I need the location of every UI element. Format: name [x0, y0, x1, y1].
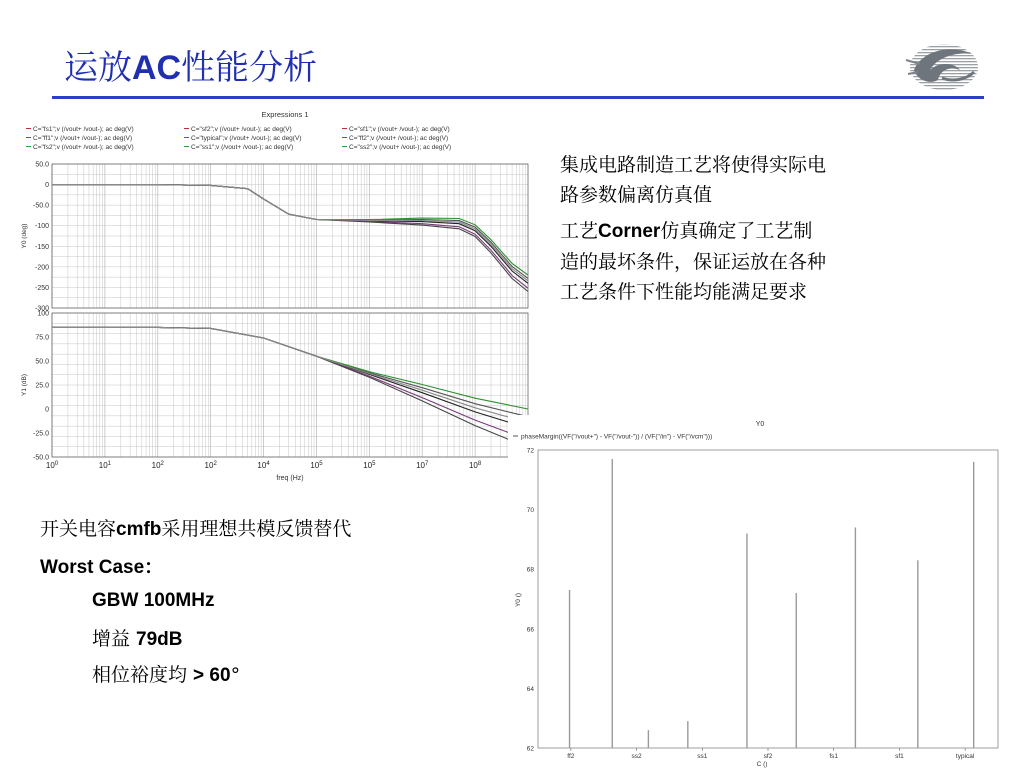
x-tick-label: sf2 — [763, 753, 773, 760]
x-tick-label: $10^4$ — [257, 461, 270, 470]
x-tick-label: sf1 — [895, 753, 904, 760]
corner-sim-text — [560, 216, 940, 307]
corner-trace — [52, 185, 528, 289]
legend-entry: C="ff1";v (/vout+ /vout-); ac deg(V) — [33, 135, 133, 142]
gain-value — [92, 624, 183, 655]
x-tick-label: $10^7$ — [416, 461, 429, 470]
y-tick-label: -250 — [34, 284, 49, 292]
y-tick-label: -50.0 — [33, 454, 49, 462]
x-axis-label: freq (Hz) — [276, 475, 304, 482]
x-tick-label: ss1 — [697, 753, 708, 760]
text-fragment: 仿真确定了工艺制 — [660, 220, 813, 242]
x-tick-label: $10^5$ — [363, 461, 376, 470]
y-tick-label: 75.0 — [35, 334, 49, 342]
corner-trace — [52, 327, 528, 409]
chart-background — [508, 415, 1008, 768]
y-tick-label: 62 — [526, 745, 534, 753]
y-axis-label: Y0 () — [515, 592, 522, 608]
y-tick-label: 68 — [526, 566, 534, 574]
corner-trace — [52, 185, 528, 279]
corner-trace — [52, 327, 528, 439]
y-tick-label: 50.0 — [35, 161, 49, 169]
y-tick-label: 72 — [526, 447, 534, 455]
x-tick-label: typical — [955, 753, 975, 760]
phase-plot-panel — [21, 162, 528, 313]
chart-title: Expressions 1 — [261, 110, 309, 119]
y-axis-label: Y1 (dB) — [21, 373, 28, 397]
text-line: 工艺条件下性能均能满足要求 — [560, 281, 808, 303]
text-fragment: 开关电容 — [40, 518, 117, 540]
text-fragment: 相位裕度均 — [92, 664, 194, 686]
corner-trace — [52, 327, 528, 428]
text-line: 集成电路制造工艺将使得实际电 — [560, 154, 827, 176]
title-suffix: 性能分析 — [181, 48, 318, 88]
legend-entry: C="ss1";v (/vout+ /vout-); ac deg(V) — [191, 144, 294, 151]
gbw-value: GBW 100MHz — [92, 590, 215, 611]
x-tick-label: $10^5$ — [310, 461, 323, 470]
y-axis-label: Y0 (deg) — [21, 223, 28, 249]
legend-entry: C="fs1";v (/vout+ /vout-); ac deg(V) — [33, 126, 134, 133]
text-line — [560, 216, 940, 247]
text-fragment: 工艺 — [560, 220, 599, 242]
y-tick-label: 25.0 — [35, 382, 49, 390]
legend-entry: phaseMargin((VF("/vout+") - VF("/vout-")) / (VF("/in") - VF("/vcm"))) — [521, 433, 713, 441]
corner-trace — [52, 185, 528, 292]
legend-entry: C="sf1";v (/vout+ /vout-); ac deg(V) — [349, 126, 450, 133]
text-fragment-bold: cmfb — [116, 519, 162, 540]
process-variation-text — [560, 150, 940, 210]
x-tick-label: ss2 — [631, 753, 642, 760]
y-tick-label: 64 — [526, 685, 534, 693]
y-tick-label: -200 — [34, 264, 49, 272]
legend-entry: C="typical";v (/vout+ /vout-); ac deg(V) — [191, 135, 302, 142]
x-tick-label: $10^2$ — [151, 461, 164, 470]
y-tick-label: -25.0 — [33, 430, 49, 438]
y-tick-label: 0 — [45, 182, 49, 190]
phase-margin-chart — [508, 415, 1008, 768]
legend-entry: C="ff2";v (/vout+ /vout-); ac deg(V) — [349, 135, 449, 142]
ac-analysis-chart — [20, 108, 530, 490]
title-prefix: 运放 — [64, 48, 132, 88]
text-fragment: 增益 — [92, 628, 137, 650]
y-tick-label: 50.0 — [35, 358, 49, 366]
corner-trace — [52, 185, 528, 281]
text-fragment: 采用理想共模反馈替代 — [161, 518, 352, 540]
corner-trace — [52, 327, 528, 447]
title-bold: AC — [132, 49, 182, 87]
y-tick-label: -50.0 — [33, 202, 49, 210]
x-tick-label: fs1 — [829, 753, 839, 760]
y-tick-label: -300 — [34, 305, 49, 313]
freq-axis — [46, 461, 482, 482]
text-fragment-bold: > 60 — [193, 665, 231, 686]
cmfb-text — [40, 514, 351, 545]
legend-entry: C="ss2";v (/vout+ /vout-); ac deg(V) — [349, 144, 452, 151]
text-fragment: ° — [230, 664, 241, 686]
corner-trace — [52, 185, 528, 284]
x-axis-label: C () — [756, 761, 768, 768]
y-tick-label: 70 — [526, 507, 534, 515]
text-line: 路参数偏离仿真值 — [560, 184, 713, 206]
y-tick-label: 0 — [45, 406, 49, 414]
ac-legend — [26, 110, 451, 151]
university-logo-icon — [902, 40, 980, 92]
y-tick-label: -150 — [34, 243, 49, 251]
x-tick-label: $10^1$ — [98, 461, 112, 470]
corner-trace — [52, 327, 528, 416]
x-tick-label: $10^2$ — [204, 461, 217, 470]
title-divider — [52, 96, 984, 99]
y-tick-label: -100 — [34, 223, 49, 231]
legend-entry: C="fs2";v (/vout+ /vout-); ac deg(V) — [33, 144, 134, 151]
chart-title: Y0 — [755, 421, 765, 428]
page-title — [64, 40, 317, 89]
legend-entry: C="sf2";v (/vout+ /vout-); ac deg(V) — [191, 126, 292, 133]
gain-plot-panel — [21, 311, 528, 462]
corner-trace — [52, 185, 528, 276]
x-tick-label: $10^0$ — [45, 461, 59, 470]
y-tick-label: 66 — [526, 626, 534, 634]
x-tick-label: $10^8$ — [468, 461, 482, 470]
text-line: 造的最坏条件，保证运放在各种 — [560, 251, 827, 273]
text-fragment-bold: 79dB — [136, 629, 183, 650]
y-tick-label: 100 — [37, 310, 49, 318]
phase-margin-value — [92, 660, 240, 691]
worst-case-heading: Worst Case： — [40, 557, 164, 578]
text-fragment-bold: Corner — [598, 221, 661, 242]
x-tick-label: ff2 — [567, 753, 575, 760]
